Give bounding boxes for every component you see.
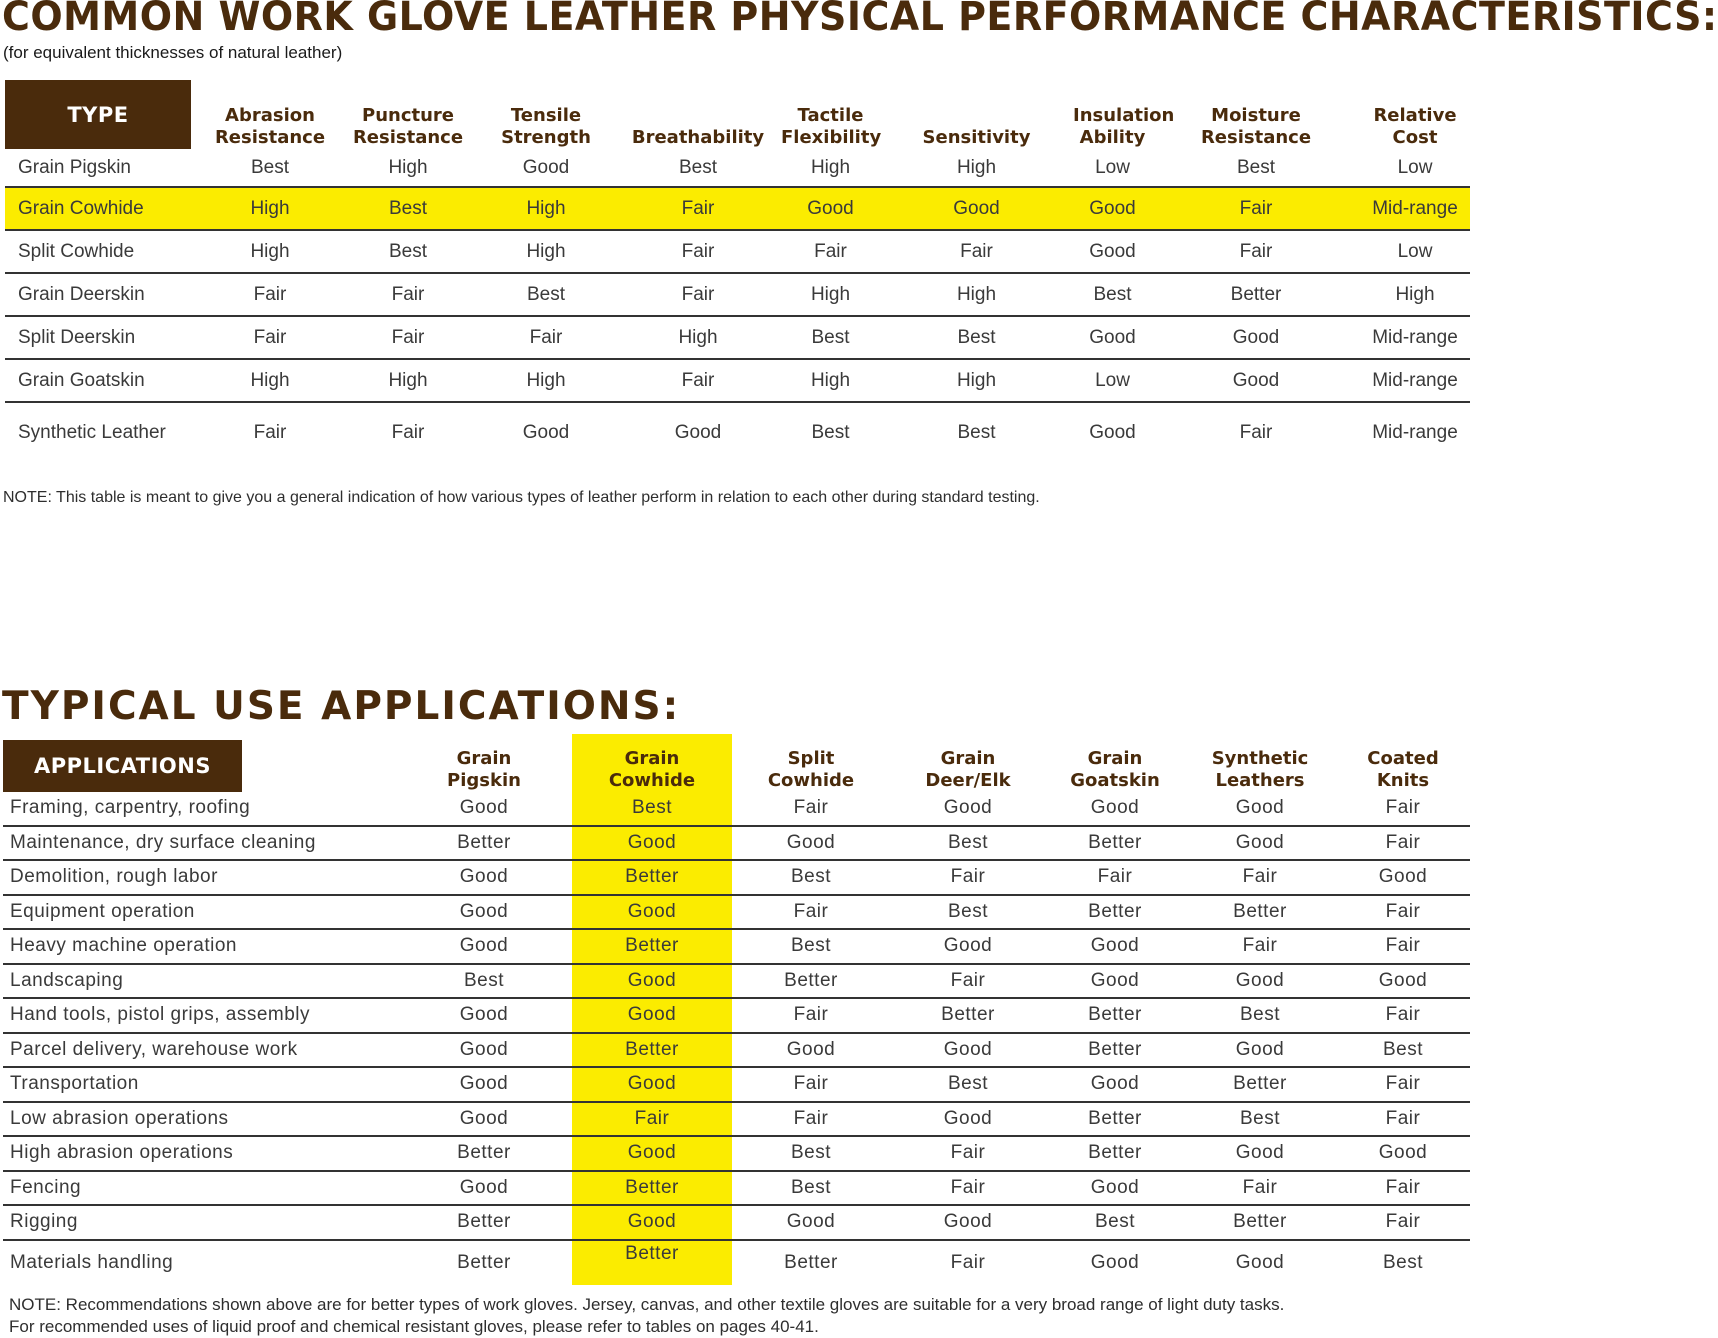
rating-cell: Good: [396, 998, 572, 1033]
performance-row: [5, 316, 1470, 359]
leather-type-cell: Split Deerskin: [5, 316, 201, 359]
rating-cell: Best: [477, 273, 615, 316]
rating-cell: Good: [1090, 1251, 1140, 1273]
leather-type-cell: Synthetic Leather: [18, 422, 166, 443]
rating-cell: Best: [396, 964, 572, 999]
header-relative-cost: Relative Cost: [1373, 105, 1457, 148]
rating-cell: High: [339, 359, 477, 402]
rating-cell: Fair: [890, 1136, 1046, 1171]
rating-cell: Best: [339, 230, 477, 273]
rating-cell: Good: [477, 149, 615, 187]
rating-cell: Good: [674, 422, 722, 443]
rating-cell: Good: [1184, 1033, 1336, 1068]
rating-cell: Fair: [572, 1102, 732, 1137]
rating-cell: Better: [1184, 895, 1336, 930]
applications-table: [3, 734, 1470, 1285]
rating-cell: Better: [1184, 1067, 1336, 1102]
rating-cell: Good: [572, 826, 732, 861]
rating-cell: Fair: [1184, 929, 1336, 964]
rating-cell: Fair: [615, 359, 781, 402]
application-name-cell: Hand tools, pistol grips, assembly: [3, 998, 396, 1033]
performance-row: [5, 149, 1470, 187]
rating-cell: Best: [890, 826, 1046, 861]
rating-cell: Better: [732, 964, 890, 999]
rating-cell: Best: [1184, 1102, 1336, 1137]
rating-cell: Good: [890, 929, 1046, 964]
rating-cell: Good: [572, 1205, 732, 1240]
rating-cell: Fair: [1336, 1067, 1470, 1102]
rating-cell: Better: [784, 1251, 838, 1273]
application-name-cell: High abrasion operations: [3, 1136, 396, 1171]
rating-cell: Best: [201, 149, 339, 187]
application-row: [3, 1205, 1470, 1240]
rating-cell: Fair: [732, 792, 890, 826]
rating-cell: Fair: [615, 187, 781, 230]
application-row: [3, 1171, 1470, 1206]
rating-cell: Good: [732, 1033, 890, 1068]
leather-type-cell: Grain Cowhide: [5, 187, 201, 230]
rating-cell: Best: [732, 860, 890, 895]
rating-cell: High: [880, 359, 1073, 402]
rating-cell: Fair: [391, 422, 425, 443]
rating-cell: Mid-range: [1360, 316, 1470, 359]
header-grain-pigskin: Grain Pigskin: [447, 748, 521, 791]
rating-cell: Best: [732, 1171, 890, 1206]
rating-cell: Good: [890, 1205, 1046, 1240]
rating-cell: Good: [572, 964, 732, 999]
rating-cell: Best: [781, 316, 880, 359]
header-abrasion-resistance: Abrasion Resistance: [214, 105, 326, 148]
rating-cell: Better: [396, 1205, 572, 1240]
rating-cell: High: [1360, 273, 1470, 316]
rating-cell: High: [615, 316, 781, 359]
rating-cell: Fair: [732, 998, 890, 1033]
rating-cell: Good: [1046, 929, 1184, 964]
rating-cell: Fair: [890, 1171, 1046, 1206]
application-name-cell: Demolition, rough labor: [3, 860, 396, 895]
application-row: [3, 964, 1470, 999]
rating-cell: Mid-range: [1360, 187, 1470, 230]
rating-cell: Fair: [732, 1067, 890, 1102]
rating-cell: Good: [1046, 964, 1184, 999]
performance-row: [5, 273, 1470, 316]
rating-cell: Best: [890, 1067, 1046, 1102]
leather-type-cell: Grain Deerskin: [5, 273, 201, 316]
rating-cell: Best: [1382, 1251, 1424, 1273]
rating-cell: Good: [890, 1102, 1046, 1137]
rating-cell: High: [201, 230, 339, 273]
rating-cell: Good: [522, 422, 570, 443]
rating-cell: Fair: [890, 860, 1046, 895]
rating-cell: Good: [890, 792, 1046, 826]
rating-cell: High: [201, 187, 339, 230]
rating-cell: Better: [1046, 1033, 1184, 1068]
rating-cell: Good: [1073, 187, 1152, 230]
rating-cell: Best: [880, 316, 1073, 359]
performance-row: [5, 359, 1470, 402]
rating-cell: Best: [1152, 149, 1360, 187]
rating-cell: High: [781, 149, 880, 187]
rating-cell: Fair: [890, 964, 1046, 999]
rating-cell: Better: [572, 1171, 732, 1206]
rating-cell: Fair: [732, 895, 890, 930]
application-name-cell: Transportation: [3, 1067, 396, 1102]
rating-cell: Good: [396, 792, 572, 826]
application-name-cell: Landscaping: [3, 964, 396, 999]
application-row: [3, 1102, 1470, 1137]
rating-cell: Fair: [615, 230, 781, 273]
header-grain-goatskin: Grain Goatskin: [1070, 748, 1160, 791]
rating-cell: Fair: [1152, 187, 1360, 230]
leather-type-cell: Grain Pigskin: [5, 149, 201, 187]
rating-cell: Good: [1152, 316, 1360, 359]
rating-cell: Good: [1336, 964, 1470, 999]
rating-cell: High: [880, 273, 1073, 316]
rating-cell: Fair: [1336, 998, 1470, 1033]
rating-cell: Low: [1073, 149, 1152, 187]
rating-cell: Best: [1336, 1033, 1470, 1068]
type-header: [5, 80, 201, 149]
performance-row: [5, 230, 1470, 273]
rating-cell: Good: [396, 1102, 572, 1137]
rating-cell: Better: [1046, 895, 1184, 930]
rating-cell: Better: [572, 929, 732, 964]
rating-cell: Good: [1184, 964, 1336, 999]
rating-cell: Mid-range: [1372, 422, 1458, 443]
rating-cell: Better: [457, 1251, 511, 1273]
rating-cell: Fair: [201, 316, 339, 359]
header-grain-deer-elk: Grain Deer/Elk: [925, 748, 1011, 791]
rating-cell: Better: [572, 860, 732, 895]
rating-cell: Better: [1046, 1102, 1184, 1137]
performance-header-row: [5, 80, 1470, 149]
rating-cell: Good: [572, 1136, 732, 1171]
rating-cell: Good: [572, 1067, 732, 1102]
rating-cell: Good: [396, 860, 572, 895]
rating-cell: Good: [396, 1067, 572, 1102]
rating-cell: Good: [732, 826, 890, 861]
header-split-cowhide: Split Cowhide: [767, 748, 855, 791]
rating-cell: Fair: [1184, 1171, 1336, 1206]
application-row: [3, 792, 1470, 826]
type-label: TYPE: [5, 80, 191, 149]
rating-cell: Good: [396, 1171, 572, 1206]
header-insulation-ability: Insulation Ability: [1073, 105, 1175, 148]
applications-header: [3, 734, 396, 792]
rating-cell: Fair: [950, 1251, 986, 1273]
rating-cell: Best: [811, 422, 850, 443]
rating-cell: Fair: [1336, 895, 1470, 930]
rating-cell: Fair: [1336, 929, 1470, 964]
application-row: [3, 1136, 1470, 1171]
application-row: [3, 1240, 1470, 1285]
rating-cell: Better: [1152, 273, 1360, 316]
application-row: [3, 998, 1470, 1033]
rating-cell: Better: [1046, 1136, 1184, 1171]
rating-cell: Fair: [1336, 1205, 1470, 1240]
rating-cell: Best: [732, 1136, 890, 1171]
applications-note-line: For recommended uses of liquid proof and chemical resistant gloves, please refer to tables on pages 40-41.: [9, 1317, 819, 1336]
applications-header-row: [3, 734, 1470, 792]
rating-cell: Good: [880, 187, 1073, 230]
header-grain-cowhide: Grain Cowhide: [572, 734, 732, 792]
performance-note: NOTE: This table is meant to give you a general indication of how various types of leather perform in relation to each other during standard testing.: [3, 489, 1040, 506]
application-name-cell: Materials handling: [10, 1251, 174, 1273]
rating-cell: Good: [1235, 1251, 1285, 1273]
rating-cell: Good: [1184, 826, 1336, 861]
rating-cell: Fair: [1239, 422, 1273, 443]
header-puncture-resistance: Puncture Resistance: [352, 105, 464, 148]
rating-cell: Best: [957, 422, 996, 443]
header-synthetic-leathers: Synthetic Leathers: [1211, 748, 1309, 791]
applications-label: APPLICATIONS: [3, 740, 242, 792]
rating-cell: Fair: [477, 316, 615, 359]
application-name-cell: Framing, carpentry, roofing: [3, 792, 396, 826]
application-row: [3, 895, 1470, 930]
applications-title: TYPICAL USE APPLICATIONS:: [2, 684, 681, 729]
rating-cell: Good: [732, 1205, 890, 1240]
rating-cell: Best: [1046, 1205, 1184, 1240]
rating-cell: Fair: [781, 230, 880, 273]
performance-row: [5, 402, 1470, 463]
application-row: [3, 929, 1470, 964]
rating-cell: Fair: [732, 1102, 890, 1137]
rating-cell: Low: [1360, 149, 1470, 187]
rating-cell: Fair: [339, 316, 477, 359]
rating-cell: Better: [396, 826, 572, 861]
rating-cell: Fair: [1046, 860, 1184, 895]
rating-cell: Good: [1089, 422, 1136, 443]
rating-cell: Best: [1073, 273, 1152, 316]
rating-cell: Good: [1046, 1067, 1184, 1102]
application-row: [3, 1033, 1470, 1068]
application-row: [3, 1067, 1470, 1102]
rating-cell: Better: [1184, 1205, 1336, 1240]
rating-cell: Fair: [1336, 792, 1470, 826]
rating-cell: Fair: [880, 230, 1073, 273]
rating-cell: Good: [396, 1033, 572, 1068]
rating-cell: Good: [1184, 1136, 1336, 1171]
rating-cell: Best: [890, 895, 1046, 930]
header-tactile-flexibility: Tactile Flexibility: [781, 105, 882, 148]
rating-cell: High: [477, 230, 615, 273]
rating-cell: High: [781, 359, 880, 402]
rating-cell: Better: [1046, 998, 1184, 1033]
rating-cell: High: [880, 149, 1073, 187]
performance-subtitle: (for equivalent thicknesses of natural leather): [3, 43, 343, 62]
rating-cell: Better: [572, 1240, 732, 1285]
rating-cell: High: [477, 187, 615, 230]
performance-row: [5, 187, 1470, 230]
rating-cell: Better: [890, 998, 1046, 1033]
rating-cell: Better: [396, 1136, 572, 1171]
rating-cell: High: [201, 359, 339, 402]
applications-note: [9, 1294, 1284, 1338]
rating-cell: Fair: [1336, 1171, 1470, 1206]
rating-cell: Good: [1336, 1136, 1470, 1171]
rating-cell: Mid-range: [1360, 359, 1470, 402]
rating-cell: Good: [890, 1033, 1046, 1068]
leather-type-cell: Grain Goatskin: [5, 359, 201, 402]
header-coated-knits: Coated Knits: [1367, 748, 1439, 791]
header-sensitivity: Sensitivity: [922, 127, 1031, 148]
application-name-cell: Maintenance, dry surface cleaning: [3, 826, 396, 861]
header-tensile-strength: Tensile Strength: [501, 105, 591, 148]
rating-cell: Good: [1336, 860, 1470, 895]
application-name-cell: Fencing: [3, 1171, 396, 1206]
rating-cell: Good: [1184, 792, 1336, 826]
rating-cell: High: [477, 359, 615, 402]
rating-cell: Good: [572, 895, 732, 930]
rating-cell: Good: [781, 187, 880, 230]
rating-cell: Good: [572, 998, 732, 1033]
application-name-cell: Parcel delivery, warehouse work: [3, 1033, 396, 1068]
performance-title: COMMON WORK GLOVE LEATHER PHYSICAL PERFORMANCE CHARACTERISTICS:: [2, 0, 1718, 40]
application-name-cell: Low abrasion operations: [3, 1102, 396, 1137]
application-name-cell: Rigging: [3, 1205, 396, 1240]
rating-cell: Fair: [201, 273, 339, 316]
rating-cell: Good: [1152, 359, 1360, 402]
rating-cell: Good: [396, 895, 572, 930]
application-name-cell: Heavy machine operation: [3, 929, 396, 964]
rating-cell: Good: [1046, 1171, 1184, 1206]
performance-table: [5, 80, 1470, 463]
rating-cell: Fair: [253, 422, 287, 443]
rating-cell: Better: [572, 1033, 732, 1068]
application-row: [3, 860, 1470, 895]
header-breathability: Breathability: [631, 127, 765, 148]
rating-cell: Low: [1360, 230, 1470, 273]
application-row: [3, 826, 1470, 861]
rating-cell: Better: [1046, 826, 1184, 861]
rating-cell: Best: [615, 149, 781, 187]
rating-cell: High: [781, 273, 880, 316]
rating-cell: Good: [396, 929, 572, 964]
applications-note-line: NOTE: Recommendations shown above are for better types of work gloves. Jersey, canvas, and other textile gloves are suitable for a very broad range of light duty tasks.: [9, 1295, 1285, 1314]
rating-cell: Best: [732, 929, 890, 964]
rating-cell: High: [339, 149, 477, 187]
rating-cell: Fair: [339, 273, 477, 316]
rating-cell: Fair: [1336, 1102, 1470, 1137]
rating-cell: Good: [1073, 316, 1152, 359]
rating-cell: Best: [572, 792, 732, 826]
rating-cell: Fair: [1336, 826, 1470, 861]
rating-cell: Best: [339, 187, 477, 230]
header-moisture-resistance: Moisture Resistance: [1200, 105, 1312, 148]
rating-cell: Good: [1046, 792, 1184, 826]
rating-cell: Fair: [1152, 230, 1360, 273]
rating-cell: Fair: [1184, 860, 1336, 895]
application-name-cell: Equipment operation: [3, 895, 396, 930]
leather-type-cell: Split Cowhide: [5, 230, 201, 273]
rating-cell: Good: [1073, 230, 1152, 273]
rating-cell: Low: [1073, 359, 1152, 402]
rating-cell: Best: [1184, 998, 1336, 1033]
rating-cell: Fair: [615, 273, 781, 316]
